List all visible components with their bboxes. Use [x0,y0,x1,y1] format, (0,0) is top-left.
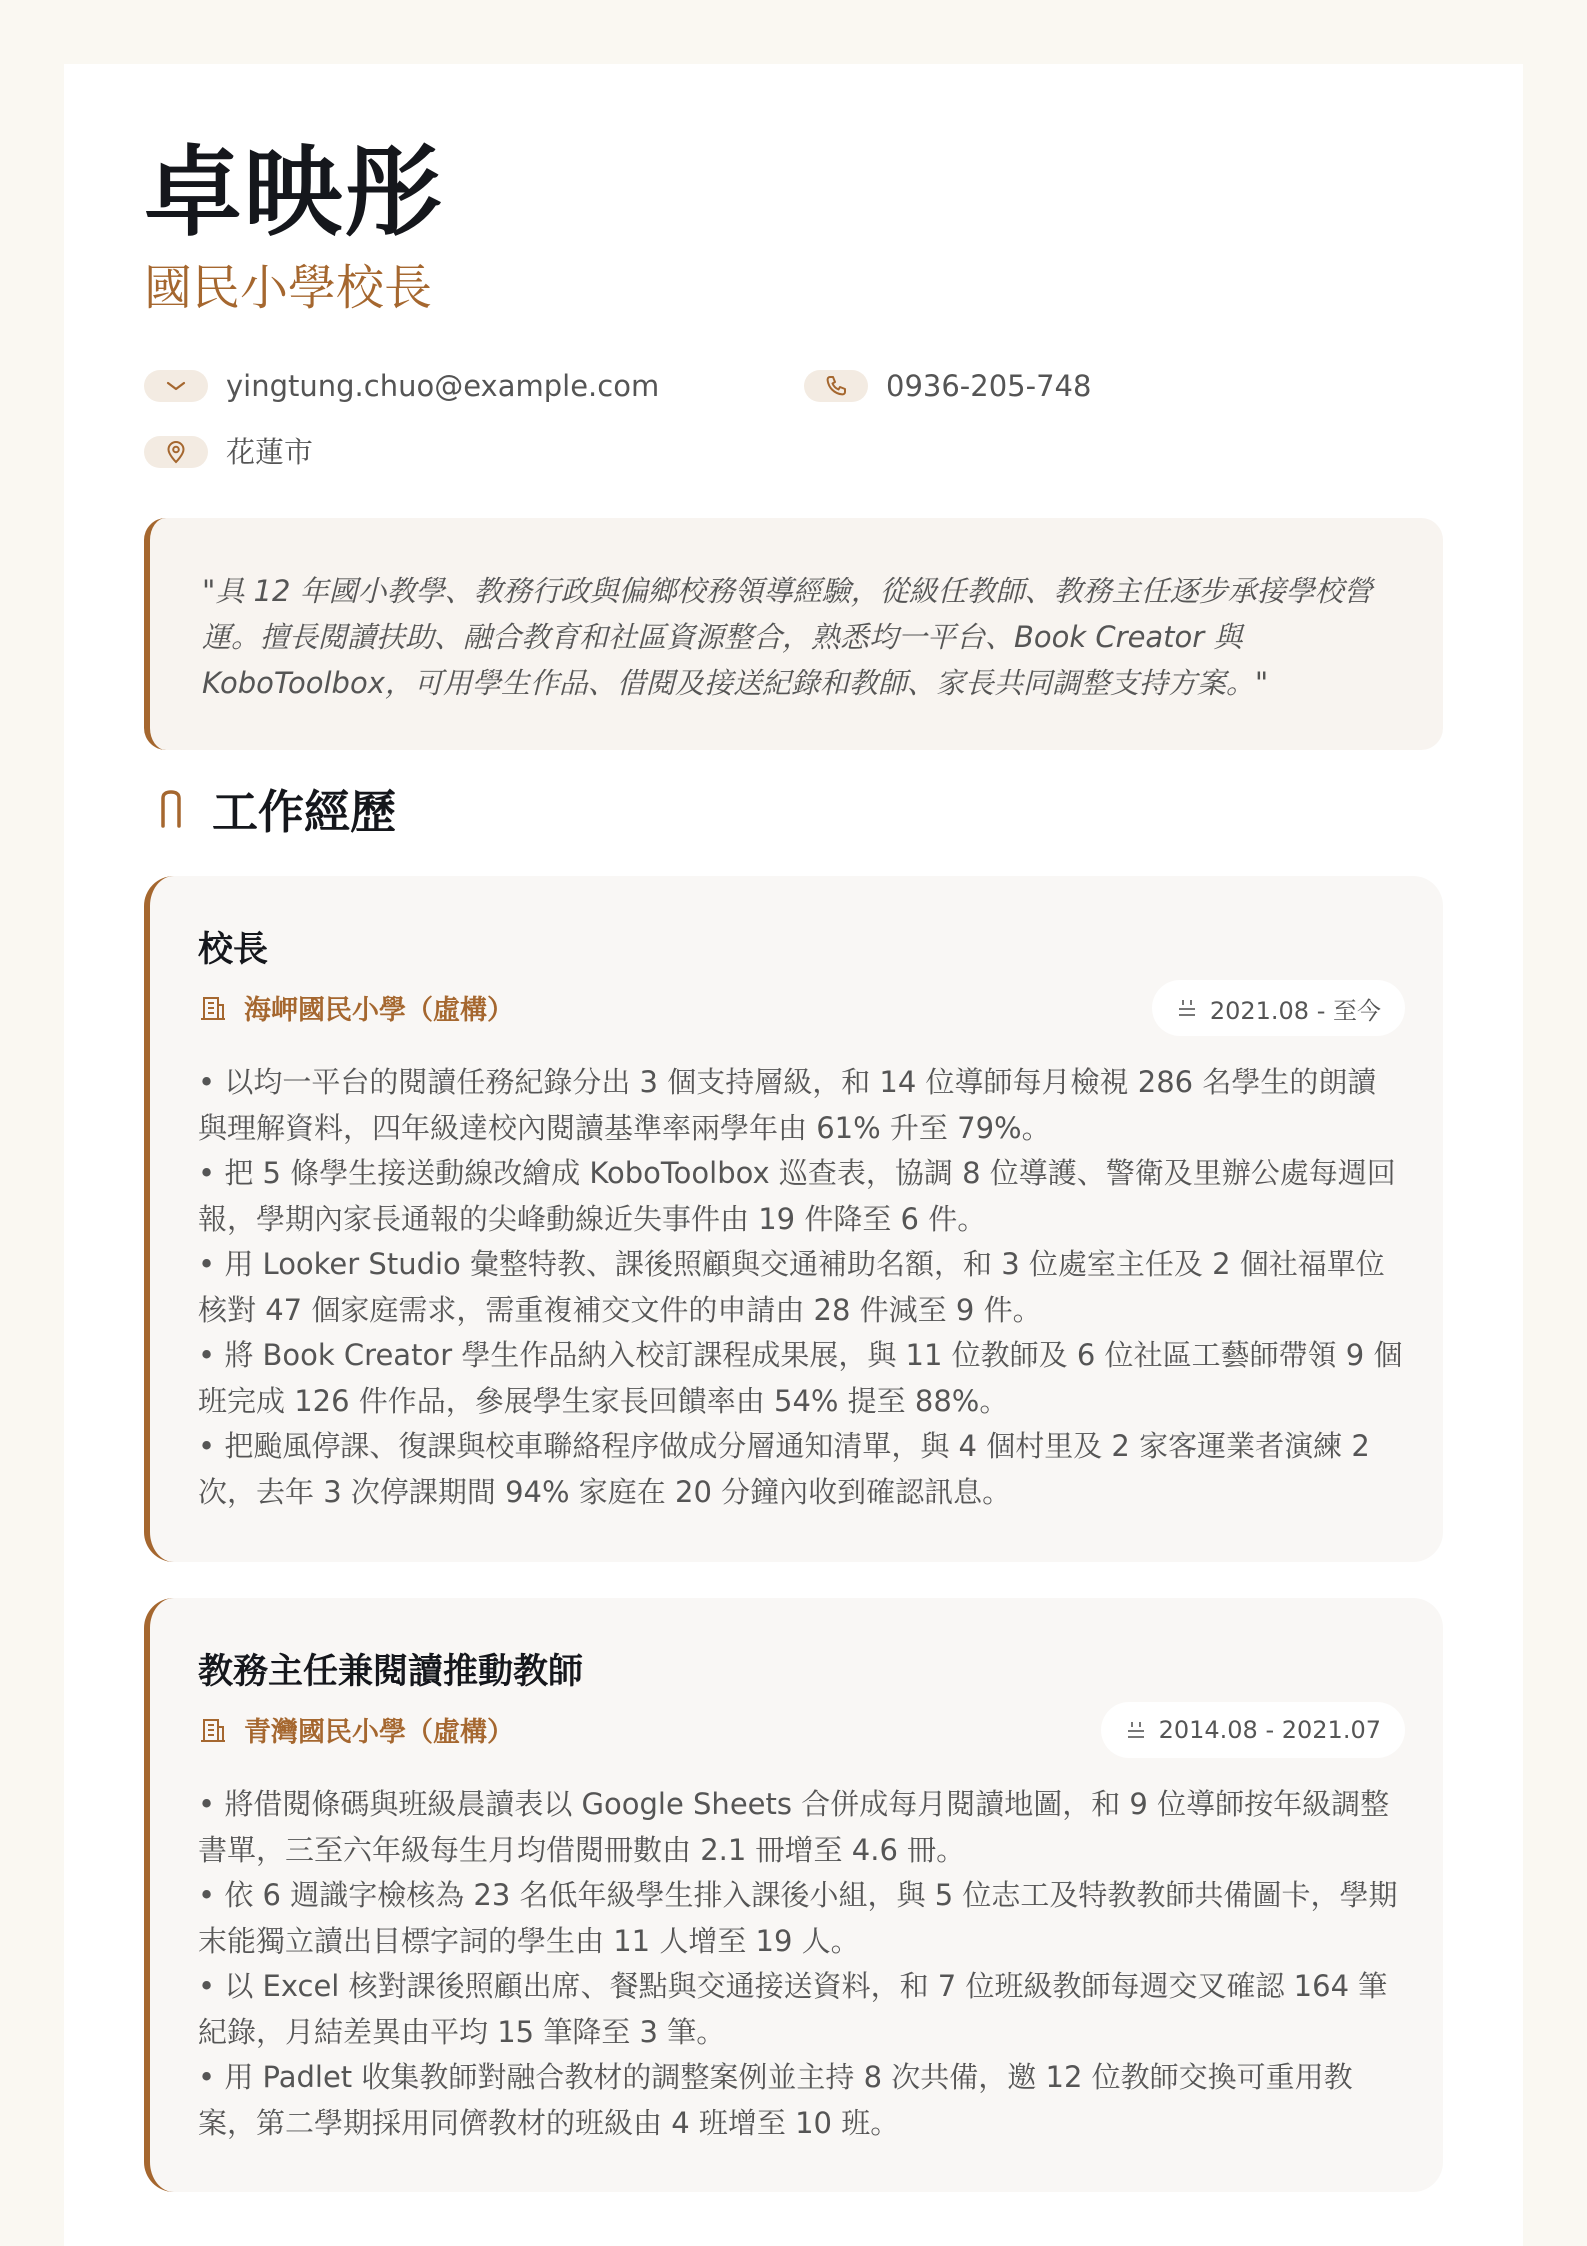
building-icon [198,993,228,1023]
candidate-role: 國民小學校長 [144,260,433,316]
mail-icon [144,370,208,402]
map-pin-icon [144,436,208,468]
section-title-experience [144,776,396,842]
job-card [144,876,1443,1562]
bullet-item: • 將 Book Creator 學生作品納入校訂課程成果展，與 11 位教師及 6 位社區工藝師帶領 9 個班完成 126 件作品，參展學生家長回饋率由 54% 提至 88%。 [198,1338,1403,1418]
contact-email[interactable] [144,370,659,402]
calendar-icon [1125,1719,1147,1741]
company [198,1710,514,1749]
bullet-item: • 把 5 條學生接送動線改繪成 KoboToolbox 巡查表，協調 8 位導護、警衛及里辦公處每週回報，學期內家長通報的尖峰動線近失事件由 19 件降至 6 件。 [198,1156,1396,1236]
location-text: 花蓮市 [226,434,314,469]
bullet-item: • 將借閱條碼與班級晨讀表以 Google Sheets 合併成每月閱讀地圖，和 9 位導師按年級調整書單，三至六年級每生月均借閱冊數由 2.1 冊增至 4.6 冊。 [198,1787,1390,1867]
company-name: 海岬國民小學（虛構） [244,995,514,1026]
contact-location [144,436,313,468]
profile-summary: "具 12 年國小教學、教務行政與偏鄉校務領導經驗，從級任教師、教務主任逐步承接學校營運。擅長閱讀扶助、融合教育和社區資源整合，熟悉均一平台、Book Creator 與 KoboToolbox，可用學生作品、借閱及接送紀錄和教師、家長共同調整支持方案。" [144,518,1443,750]
bullet-list [198,1060,1405,1515]
bullet-item: • 用 Padlet 收集教師對融合教材的調整案例並主持 8 次共備，邀 12 位教師交換可重用教案，第二學期採用同儕教材的班級由 4 班增至 10 班。 [198,2060,1353,2140]
section-title-text: 工作經歷 [212,785,396,839]
bullet-item: • 依 6 週識字檢核為 23 名低年級學生排入課後小組，與 5 位志工及特教教師共備圖卡，學期末能獨立讀出目標字詞的學生由 11 人增至 19 人。 [198,1878,1398,1958]
bullet-item: • 用 Looker Studio 彙整特教、課後照顧與交通補助名額，和 3 位處室主任及 2 個社福單位核對 47 個家庭需求，需重複補交文件的申請由 28 件減至 9 件。 [198,1247,1385,1327]
bookmark-icon [154,786,188,832]
calendar-icon [1176,997,1198,1019]
resume-page [64,64,1523,2246]
contact-phone[interactable] [804,370,1091,402]
job-title: 教務主任兼閱讀推動教師 [198,1652,584,1692]
candidate-name: 卓映彤 [144,136,445,250]
bullet-item: • 把颱風停課、復課與校車聯絡程序做成分層通知清單，與 4 個村里及 2 家客運業者演練 2 次，去年 3 次停課期間 94% 家庭在 20 分鐘內收到確認訊息。 [198,1429,1370,1509]
phone-text: 0936-205-748 [886,368,1092,403]
job-card [144,1598,1443,2192]
email-text: yingtung.chuo@example.com [226,368,660,403]
date-range [1152,980,1405,1036]
bullet-list [198,1782,1405,2146]
date-text: 2021.08 - 至今 [1209,996,1381,1025]
building-icon [198,1715,228,1745]
bullet-item: • 以均一平台的閱讀任務紀錄分出 3 個支持層級，和 14 位導師每月檢視 286 名學生的朗讀與理解資料，四年級達校內閱讀基準率兩學年由 61% 升至 79%。 [198,1065,1377,1145]
job-title: 校長 [198,930,269,970]
bullet-item: • 以 Excel 核對課後照顧出席、餐點與交通接送資料，和 7 位班級教師每週交叉確認 164 筆紀錄，月結差異由平均 15 筆降至 3 筆。 [198,1969,1388,2049]
company [198,988,514,1027]
date-range [1101,1702,1405,1758]
phone-icon [804,370,868,402]
company-name: 青灣國民小學（虛構） [244,1717,514,1748]
date-text: 2014.08 - 2021.07 [1158,1716,1381,1744]
